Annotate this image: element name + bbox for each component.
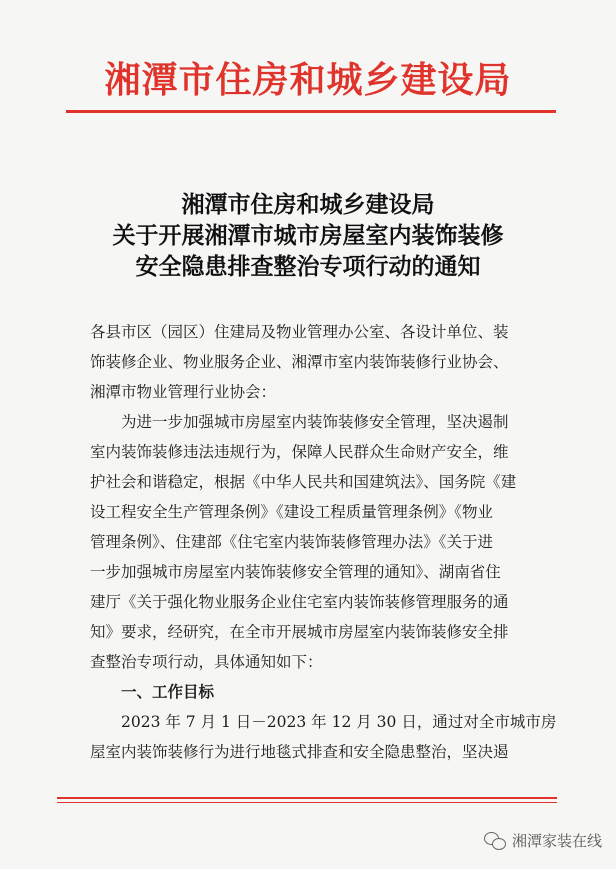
section-heading: 一、工作目标 [121, 683, 215, 701]
body-line: 查整治专项行动，具体通知如下： [90, 653, 323, 671]
footer-rule-thin [57, 802, 557, 803]
body-line: 2023 年 7 月 1 日－2023 年 12 月 30 日，通过对全市城市房 [121, 713, 557, 731]
wechat-watermark [484, 830, 602, 851]
letterhead-rule [66, 110, 556, 113]
body-line: 建厅《关于强化物业服务企业住宅室内装饰装修管理服务的通 [90, 593, 509, 611]
body-line: 管理条例》、住建部《住宅室内装饰装修管理办法》《关于进 [90, 533, 494, 551]
body-line: 室内装饰装修违法违规行为，保障人民群众生命财产安全，维 [90, 443, 509, 461]
footer-rule-thick [57, 797, 557, 799]
watermark-text: 湘潭家装在线 [511, 832, 602, 850]
notice-title-line-2: 关于开展湘潭市城市房屋室内装饰装修 [112, 222, 504, 249]
body-line: 知》要求，经研究，在全市开展城市房屋室内装饰装修安全排 [90, 623, 509, 641]
notice-title-line-1: 湘潭市住房和城乡建设局 [181, 191, 435, 218]
notice-title-line-3: 安全隐患排查整治专项行动的通知 [135, 253, 481, 280]
body-line: 为进一步加强城市房屋室内装饰装修安全管理，坚决遏制 [121, 413, 509, 431]
body-line: 一步加强城市房屋室内装饰装修安全管理的通知》、湖南省住 [90, 563, 501, 581]
body-line: 各县市区（园区）住建局及物业管理办公室、各设计单位、装 [90, 323, 509, 341]
body-line: 设工程安全生产管理条例》《建设工程质量管理条例》《物业 [90, 503, 494, 521]
body-line: 屋室内装饰装修行为进行地毯式排查和安全隐患整治，坚决遏 [90, 743, 509, 761]
notice-body [90, 317, 557, 767]
notice-title [0, 189, 616, 282]
wechat-icon [484, 832, 506, 850]
body-line: 湘潭市物业管理行业协会： [90, 383, 277, 401]
body-line: 饰装修企业、物业服务企业、湘潭市室内装饰装修行业协会、 [90, 353, 509, 371]
body-line: 护社会和谐稳定，根据《中华人民共和国建筑法》、国务院《建 [90, 473, 517, 491]
letterhead-title: 湘潭市住房和城乡建设局 [104, 60, 512, 101]
